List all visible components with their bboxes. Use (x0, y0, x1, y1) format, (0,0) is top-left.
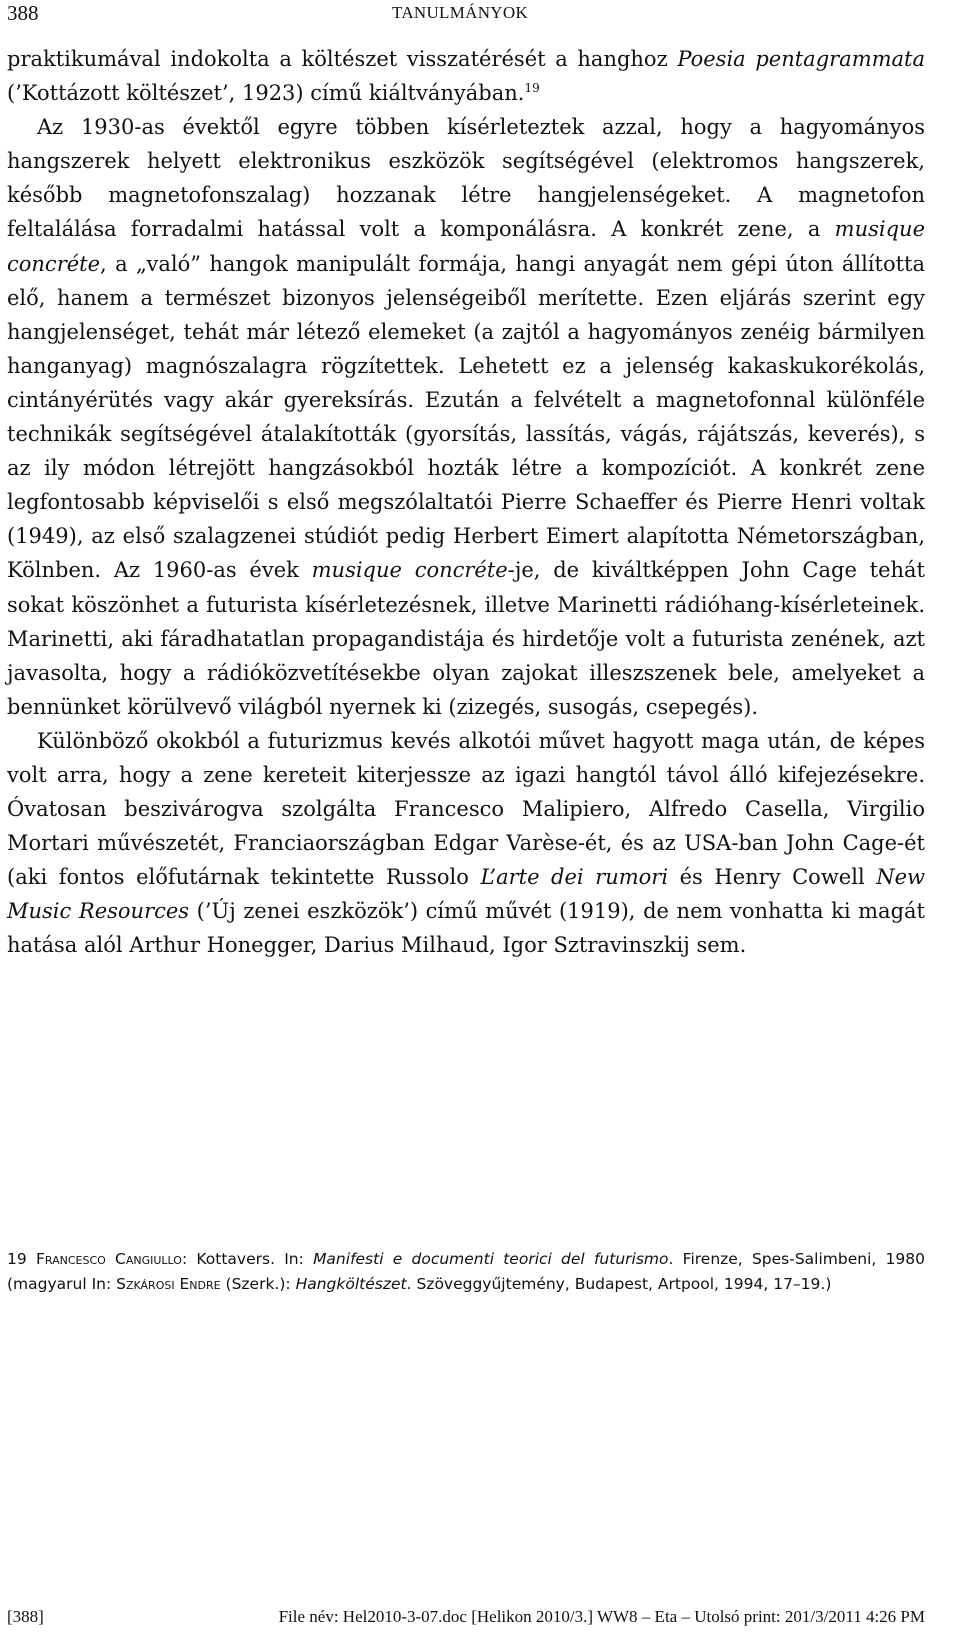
running-head: TANULMÁNYOK (392, 3, 529, 22)
footer-page-number: [388] (7, 1607, 44, 1626)
page-footer (7, 1604, 925, 1632)
page-header (7, 0, 929, 30)
footnote-ref[interactable]: 19 (524, 81, 540, 96)
footer-file-info: File név: Hel2010-3-07.doc [Helikon 2010/3.] WW8 – Eta – Utolsó print: 201/3/2011 4:26 PM (278, 1607, 925, 1626)
footnote-author: Francesco Cangiullo (35, 1250, 182, 1268)
footnote-editor: Szkárosi Endre (116, 1275, 221, 1293)
paragraph-3: Különböző okokból a futurizmus kevés alkotói művet hagyott maga után, de képes volt arra, hogy a zene kereteit kiterjessze az igazi hangtól távol álló kifejezésekre. Óvatosan beszivárogva szolgálta Francesco Malipiero, Alfredo Casella, Virgilio Mortari művészetét, Franciaországban Edgar Varèse-ét, és az USA-ban John Cage-ét (aki fontos előfutárnak tekintette Russolo L’arte dei rumori és Henry Cowell New Music Resources (’Új zenei eszközök’) című művét (1919), de nem vonhatta ki magát hatása alól Arthur Honegger, Darius Milhaud, Igor Sztravinszkij sem. (7, 728, 925, 958)
paragraph-1: praktikumával indokolta a költészet visszatérését a hanghoz Poesia pentagrammata (’Kottázott költészet’, 1923) című kiáltványában.$^{19}$ (7, 47, 925, 106)
footnote: 19 Francesco Cangiullo: Kottavers. In: Manifesti e documenti teorici del futurismo. Firenze, Spes-Salimbeni, 1980 (magyarul In: Szkárosi Endre (Szerk.): Hangköltészet. Szöveggyűjtemény, Budapest, Artpool, 1994, 17–19.) (7, 1250, 925, 1293)
page-number: 388 (7, 1, 39, 25)
paragraph-2: Az 1930-as évektől egyre többen kísérleteztek azzal, hogy a hagyományos hangszerek helyett elektronikus eszközök segítségével (elektromos hangszerek, később magnetofonszalag) hozzanak létre hangjelenségeket. A magnetofon feltalálása forradalmi hatással volt a komponálásra. A konkrét zene, a musique concréte, a „való” hangok manipulált formája, hangi anyagát nem gépi úton állította elő, hanem a természet bizonyos jelenségeiből merítette. Ezen eljárás szerint egy hangjelenséget, tehát már létező elemeket (a zajtól a hagyományos zenéig bármilyen hanganyag) magnószalagra rögzítettek. Lehetett ez a jelenség kakaskukorékolás, cintányérütés vagy akár gyereksírás. Ezután a felvételt a magnetofonnal különféle technikák segítségével átalakították (gyorsítás, lassítás, vágás, rájátszás, keverés), s az ily módon létrejött hangzásokból hozták létre a kompozíciót. A konkrét zene legfontosabb képviselői s első megszólaltatói Pierre Schaeffer és Pierre Henri voltak (1949), az első szalagzenei stúdiót pedig Herbert Eimert alapította Németországban, Kölnben. Az 1960-as évek musique concréte-je, de kiváltképpen John Cage tehát sokat köszönhet a futurista kísérletezésnek, illetve Marinetti rádióhang-kísérleteinek. Marinetti, aki fáradhatatlan propagandistája és hirdetője volt a futurista zenének, azt javasolta, hogy a rádióközvetítésekbe olyan zajokat illeszszenek bele, amelyeket a bennünket körülvevő világból nyernek ki (zizegés, susogás, csepegés). (7, 115, 925, 719)
footnote-number: 19 (7, 1250, 27, 1268)
body-text (7, 42, 925, 963)
